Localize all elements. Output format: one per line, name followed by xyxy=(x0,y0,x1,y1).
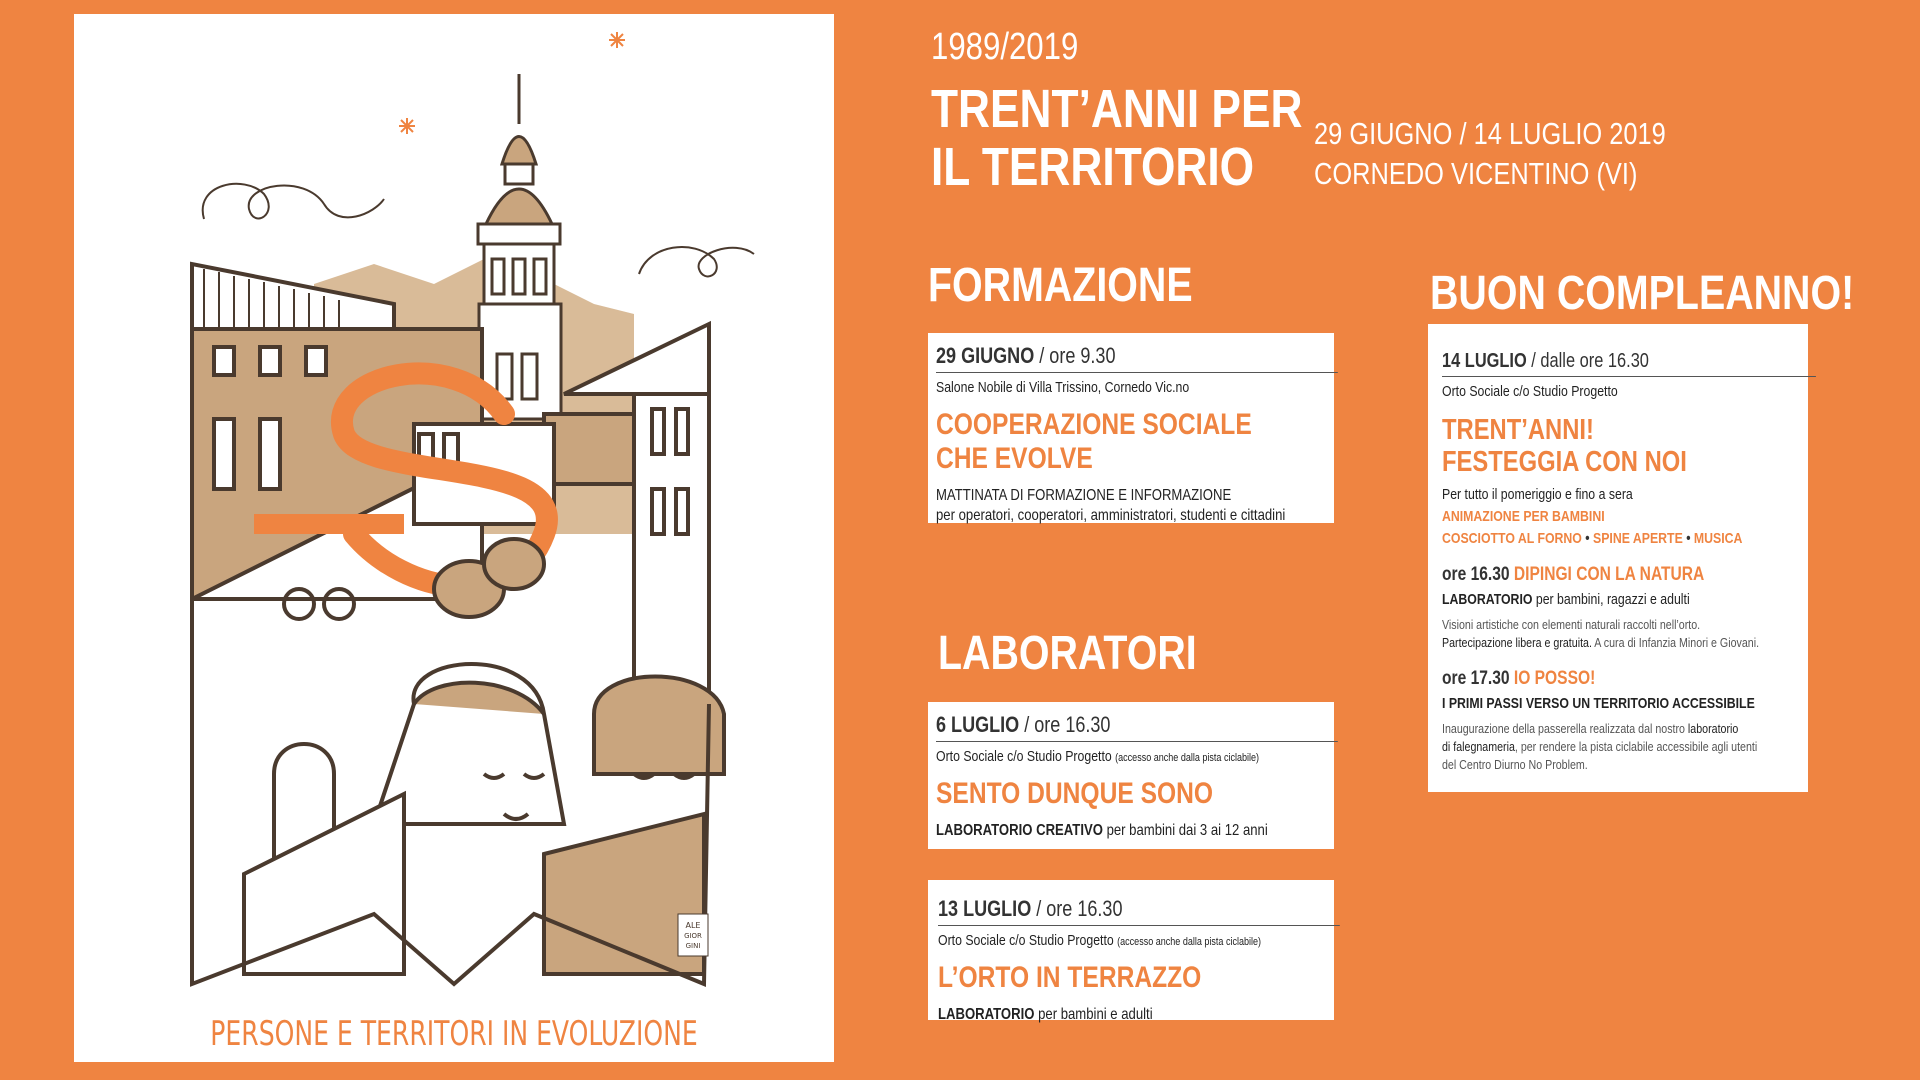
event-time: / ore 16.30 xyxy=(1031,896,1123,921)
event-subtitle xyxy=(936,821,1338,841)
activity-2: SPINE APERTE xyxy=(1593,530,1683,547)
event-subtitle-line-1: MATTINATA DI FORMAZIONE E INFORMAZIONE xyxy=(936,487,1232,504)
event-place xyxy=(938,932,1340,949)
slot-1-desc-emph: Partecipazione libera e gratuita. xyxy=(1442,635,1592,650)
event-heading xyxy=(936,408,1338,476)
event-card-laboratorio-1 xyxy=(928,702,1334,849)
bullet-separator: • xyxy=(1682,530,1694,547)
slot-2-desc-2b: , per rendere la pista ciclabile accessibile agli utenti xyxy=(1514,739,1758,754)
event-place-note: (accesso anche dalla pista ciclabile) xyxy=(1115,752,1260,764)
event-place xyxy=(936,748,1338,765)
slot-2-desc-line-1 xyxy=(1442,720,1816,738)
divider xyxy=(936,741,1338,742)
slot-2-time: ore 17.30 xyxy=(1442,668,1514,689)
poster-illustration xyxy=(74,14,834,1062)
event-subtitle-rest: per bambini dai 3 ai 12 anni xyxy=(1102,822,1268,839)
slot-1-desc-line-1: Visioni artistiche con elementi naturali raccolti nell’orto. xyxy=(1442,617,1701,632)
activities-line xyxy=(1442,528,1816,550)
divider xyxy=(938,925,1340,926)
slot-2-desc-line-3: del Centro Diurno No Problem. xyxy=(1442,757,1588,772)
slot-2-desc-1b: laboratorio xyxy=(1687,721,1739,736)
slot-1-subtitle xyxy=(1442,590,1816,610)
title-line-2: IL TERRITORIO xyxy=(931,137,1255,197)
event-date-line xyxy=(936,712,1338,738)
signature-logo xyxy=(678,914,708,956)
activities-block xyxy=(1442,484,1816,550)
slot-1-desc-rest: A cura di Infanzia Minori e Giovani. xyxy=(1591,635,1760,650)
slot-2-desc-2a: di falegnameria xyxy=(1442,739,1515,754)
event-heading-line-2: CHE EVOLVE xyxy=(936,442,1093,475)
slot-1-desc-line-2 xyxy=(1442,634,1816,652)
event-heading-line-2: FESTEGGIA CON NOI xyxy=(1442,446,1687,478)
star-icon xyxy=(399,32,625,134)
divider xyxy=(936,372,1338,373)
event-subtitle xyxy=(938,1005,1340,1025)
svg-text:GINI: GINI xyxy=(685,942,701,950)
slot-2-desc-1a: Inaugurazione della passerella realizzata dal nostro xyxy=(1442,721,1688,736)
bullet-separator: • xyxy=(1581,530,1594,547)
slot-1-sub-bold: LABORATORIO xyxy=(1442,591,1533,608)
slot-1-title xyxy=(1442,564,1816,586)
event-time: / ore 9.30 xyxy=(1034,343,1116,368)
afternoon-text: Per tutto il pomeriggio e fino a sera xyxy=(1442,486,1633,503)
slot-1-description xyxy=(1442,616,1816,652)
event-date: 13 LUGLIO xyxy=(938,896,1032,921)
event-heading: SENTO DUNQUE SONO xyxy=(936,777,1214,810)
event-time: / dalle ore 16.30 xyxy=(1526,350,1649,372)
event-place: Orto Sociale c/o Studio Progetto xyxy=(1442,383,1618,400)
section-title-formazione: FORMAZIONE xyxy=(928,259,1193,312)
event-place-note: (accesso anche dalla pista ciclabile) xyxy=(1117,936,1262,948)
event-heading-line-1: TRENT’ANNI! xyxy=(1442,414,1594,446)
poster-caption: PERSONE E TERRITORI IN EVOLUZIONE xyxy=(210,1014,698,1054)
slot-1-time: ore 16.30 xyxy=(1442,564,1514,585)
event-card-formazione xyxy=(928,333,1334,523)
activity-3: MUSICA xyxy=(1693,530,1743,547)
svg-text:GIOR: GIOR xyxy=(684,932,702,940)
event-heading: L’ORTO IN TERRAZZO xyxy=(938,961,1202,994)
event-subtitle-bold: LABORATORIO xyxy=(938,1006,1035,1023)
animazione-text: ANIMAZIONE PER BAMBINI xyxy=(1442,508,1605,525)
title-line-1: TRENT’ANNI PER xyxy=(931,79,1303,139)
slot-1-name: DIPINGI CON LA NATURA xyxy=(1513,564,1705,585)
event-date: 29 GIUGNO xyxy=(936,343,1035,368)
event-subtitle-bold: LABORATORIO CREATIVO xyxy=(936,822,1103,839)
section-title-laboratori: LABORATORI xyxy=(938,627,1197,680)
event-subtitle xyxy=(936,486,1338,526)
years-label: 1989/2019 xyxy=(931,26,1079,68)
illustration-artwork xyxy=(74,14,834,1062)
activity-1: COSCIOTTO AL FORNO xyxy=(1442,530,1582,547)
event-date-line xyxy=(936,343,1338,369)
event-date: 6 LUGLIO xyxy=(936,712,1020,737)
divider xyxy=(1442,376,1816,377)
slot-1-sub-rest: per bambini, ragazzi e adulti xyxy=(1532,591,1690,608)
event-time: / ore 16.30 xyxy=(1019,712,1111,737)
slot-2-subtitle: I PRIMI PASSI VERSO UN TERRITORIO ACCESSIBILE xyxy=(1442,695,1755,712)
slot-2-desc-line-2 xyxy=(1442,738,1816,756)
event-place-name: Orto Sociale c/o Studio Progetto xyxy=(938,932,1114,949)
event-card-compleanno xyxy=(1428,324,1808,792)
event-heading-line-1: COOPERAZIONE SOCIALE xyxy=(936,408,1252,441)
event-card-laboratorio-2 xyxy=(928,880,1334,1023)
event-place-name: Orto Sociale c/o Studio Progetto xyxy=(936,748,1112,765)
section-title-compleanno: BUON COMPLEANNO! xyxy=(1430,267,1855,320)
event-date-line xyxy=(1442,350,1816,373)
page-title xyxy=(931,80,1302,196)
event-subtitle-rest: per bambini e adulti xyxy=(1034,1006,1153,1023)
svg-text:ALE: ALE xyxy=(685,921,701,930)
event-date: 14 LUGLIO xyxy=(1442,350,1527,372)
slot-2-name: IO POSSO! xyxy=(1513,668,1596,689)
event-dates-location xyxy=(1314,114,1666,194)
event-place: Salone Nobile di Villa Trissino, Cornedo Vic.no xyxy=(936,379,1190,396)
slot-2-title xyxy=(1442,668,1816,690)
event-date-line xyxy=(938,896,1340,922)
event-heading xyxy=(1442,414,1816,478)
event-location: CORNEDO VICENTINO (VI) xyxy=(1314,156,1638,191)
event-subtitle-line-2: per operatori, cooperatori, amministratori, studenti e cittadini xyxy=(936,507,1286,524)
slot-2-description xyxy=(1442,720,1816,774)
event-dates: 29 GIUGNO / 14 LUGLIO 2019 xyxy=(1314,116,1666,151)
